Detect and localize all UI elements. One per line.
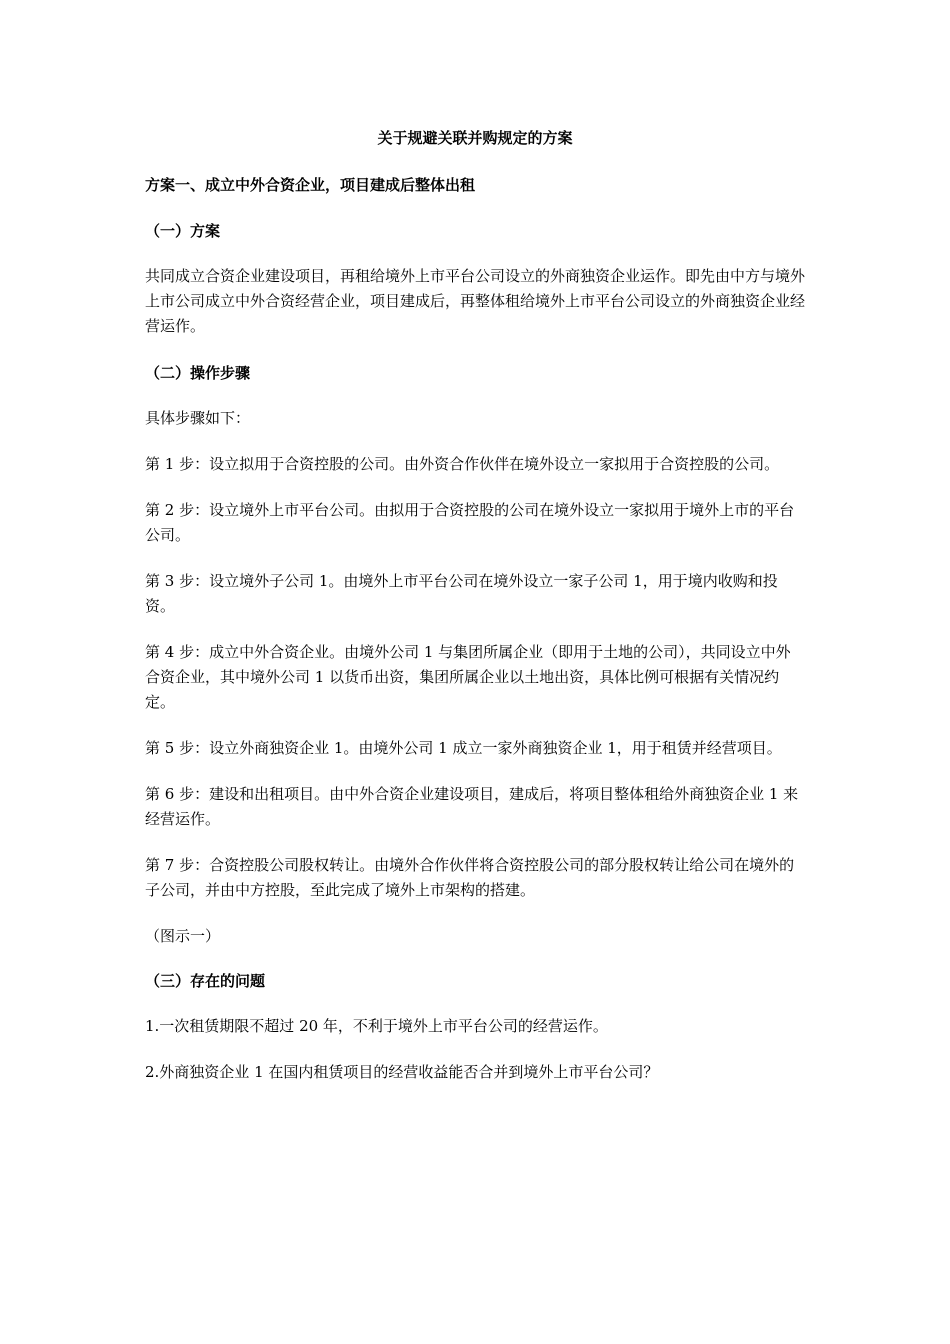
document-title: 关于规避关联并购规定的方案 <box>377 129 573 147</box>
plan-paragraph: 共同成立合资企业建设项目，再租给境外上市平台公司设立的外商独资企业运作。即先由中方与境外上市公司成立中外合资经营企业，项目建成后，再整体租给境外上市平台公司设立的外商独资企业经营运作。 <box>145 267 806 335</box>
step-paragraph: 第 6 步：建设和出租项目。由中外合资企业建设项目，建成后，将项目整体租给外商独资企业 1 来经营运作。 <box>145 785 799 828</box>
issue-item: 1.一次租赁期限不超过 20 年，不利于境外上市平台公司的经营运作。 <box>145 1017 608 1035</box>
step-paragraph: 第 7 步：合资控股公司股权转让。由境外合作伙伴将合资控股公司的部分股权转让给公司在境外的子公司，并由中方控股，至此完成了境外上市架构的搭建。 <box>145 856 795 899</box>
section-heading-steps: （二）操作步骤 <box>145 364 251 382</box>
step-paragraph: 第 4 步：成立中外合资企业。由境外公司 1 与集团所属企业（即用于土地的公司），共同设立中外合资企业，其中境外公司 1 以货币出资，集团所属企业以土地出资，具体比例可根据有关情况约定。 <box>145 643 791 711</box>
step-paragraph: 第 1 步：设立拟用于合资控股的公司。由外资合作伙伴在境外设立一家拟用于合资控股的公司。 <box>145 455 780 473</box>
issue-item: 2.外商独资企业 1 在国内租赁项目的经营收益能否合并到境外上市平台公司？ <box>145 1063 659 1081</box>
section-heading-issues: （三）存在的问题 <box>145 972 266 990</box>
step-paragraph: 第 3 步：设立境外子公司 1。由境外上市平台公司在境外设立一家子公司 1，用于境内收购和投资。 <box>145 572 778 615</box>
step-paragraph: 第 2 步：设立境外上市平台公司。由拟用于合资控股的公司在境外设立一家拟用于境外上市的平台公司。 <box>145 501 795 544</box>
figure-label: （图示一） <box>145 927 221 945</box>
steps-intro: 具体步骤如下： <box>145 409 251 427</box>
scheme-heading: 方案一、成立中外合资企业，项目建成后整体出租 <box>145 176 476 194</box>
step-paragraph: 第 5 步：设立外商独资企业 1。由境外公司 1 成立一家外商独资企业 1，用于租赁并经营项目。 <box>145 739 782 757</box>
document-body <box>145 125 805 1106</box>
section-heading-plan: （一）方案 <box>145 222 221 240</box>
